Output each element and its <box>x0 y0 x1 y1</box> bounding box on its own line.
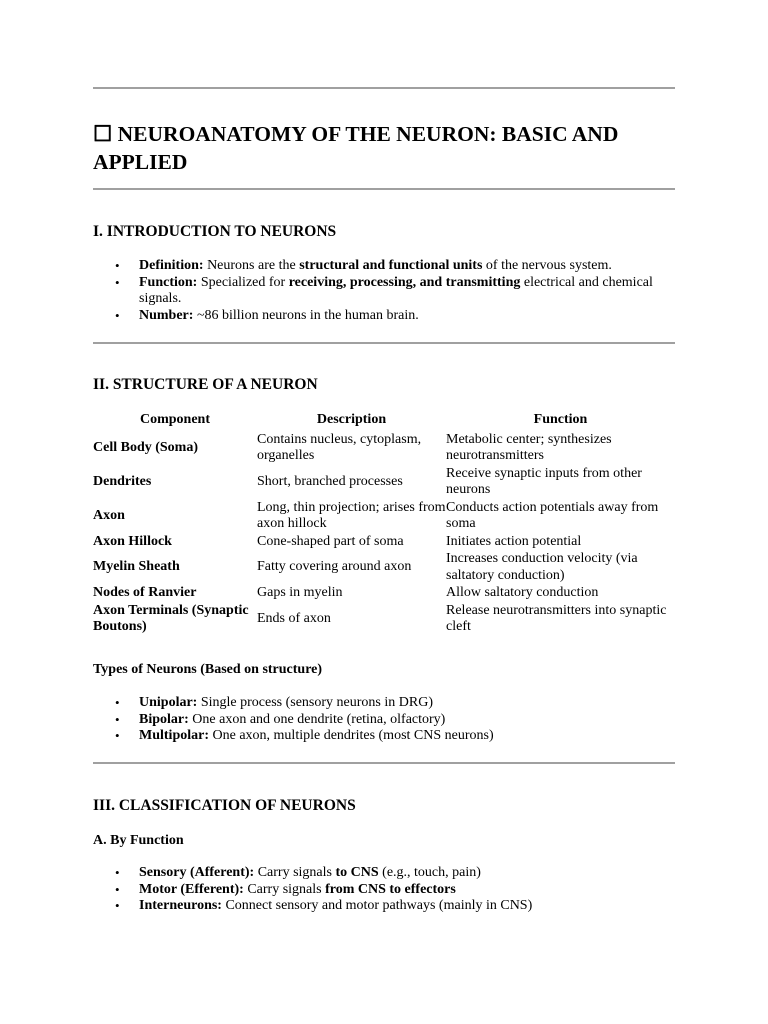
table-cell: Axon <box>93 507 125 523</box>
table-cell: Metabolic center; synthesizes neurotransmitters <box>446 431 612 463</box>
table-cell: Dendrites <box>93 473 152 489</box>
list-item: • Motor (Efferent): Carry signals from CNS to effectors <box>139 882 675 899</box>
divider <box>93 188 675 190</box>
neuron-types-list <box>93 695 675 745</box>
table-cell: Myelin Sheath <box>93 559 180 575</box>
table-row <box>93 432 675 465</box>
table-row <box>93 603 675 636</box>
table-cell: Ends of axon <box>257 610 331 626</box>
table-row <box>93 551 675 584</box>
introduction-list <box>93 258 675 324</box>
table-header-row <box>93 410 675 431</box>
table-row <box>93 500 675 533</box>
column-header: Component <box>139 412 210 427</box>
neuron-structure-table <box>93 409 675 637</box>
column-header: Description <box>316 412 387 427</box>
table-row <box>93 585 675 602</box>
table-cell: Cell Body (Soma) <box>93 439 198 455</box>
section-heading-classification: III. CLASSIFICATION OF NEURONS <box>93 797 356 814</box>
page-title: ☐ NEUROANATOMY OF THE NEURON: BASIC AND APPLIED <box>93 122 619 174</box>
table-cell: Initiates action potential <box>446 533 582 549</box>
section-heading-structure: II. STRUCTURE OF A NEURON <box>93 376 318 393</box>
table-cell: Receive synaptic inputs from other neurons <box>446 465 642 497</box>
list-item: • Sensory (Afferent): Carry signals to CNS (e.g., touch, pain) <box>139 865 675 882</box>
table-cell: Release neurotransmitters into synaptic cleft <box>446 602 667 634</box>
table-cell: Gaps in myelin <box>257 585 343 600</box>
section-heading-introduction: I. INTRODUCTION TO NEURONS <box>93 223 337 240</box>
table-cell: Cone-shaped part of soma <box>257 533 404 549</box>
column-header: Function <box>533 412 588 427</box>
list-item: • Number: ~86 billion neurons in the human brain. <box>139 308 675 325</box>
list-item: • Unipolar: Single process (sensory neurons in DRG) <box>139 695 675 712</box>
table-cell: Axon Hillock <box>93 533 172 549</box>
list-item: • Definition: Neurons are the structural and functional units of the nervous system. <box>139 258 675 275</box>
table-cell: Fatty covering around axon <box>257 559 412 575</box>
list-item: • Function: Specialized for receiving, processing, and transmitting electrical and chemical signals. <box>139 275 675 308</box>
classification-list <box>93 865 675 915</box>
table-row <box>93 534 675 551</box>
list-item: • Multipolar: One axon, multiple dendrites (most CNS neurons) <box>139 728 675 745</box>
table-cell: Allow saltatory conduction <box>446 585 599 600</box>
subheading-by-function: A. By Function <box>93 833 184 848</box>
table-cell: Conducts action potentials away from soma <box>446 499 659 531</box>
table-row <box>93 466 675 499</box>
list-item: • Interneurons: Connect sensory and motor pathways (mainly in CNS) <box>139 898 675 915</box>
table-cell: Contains nucleus, cytoplasm, organelles <box>257 431 422 463</box>
table-cell: Nodes of Ranvier <box>93 585 197 600</box>
list-item: • Bipolar: One axon and one dendrite (retina, olfactory) <box>139 712 675 729</box>
table-cell: Axon Terminals (Synaptic Boutons) <box>93 602 249 634</box>
types-heading: Types of Neurons (Based on structure) <box>93 662 323 677</box>
divider <box>93 342 675 344</box>
divider <box>93 762 675 764</box>
divider <box>93 87 675 89</box>
table-cell: Increases conduction velocity (via saltatory conduction) <box>446 551 638 583</box>
table-cell: Long, thin projection; arises from axon hillock <box>257 499 446 531</box>
table-cell: Short, branched processes <box>257 473 403 489</box>
